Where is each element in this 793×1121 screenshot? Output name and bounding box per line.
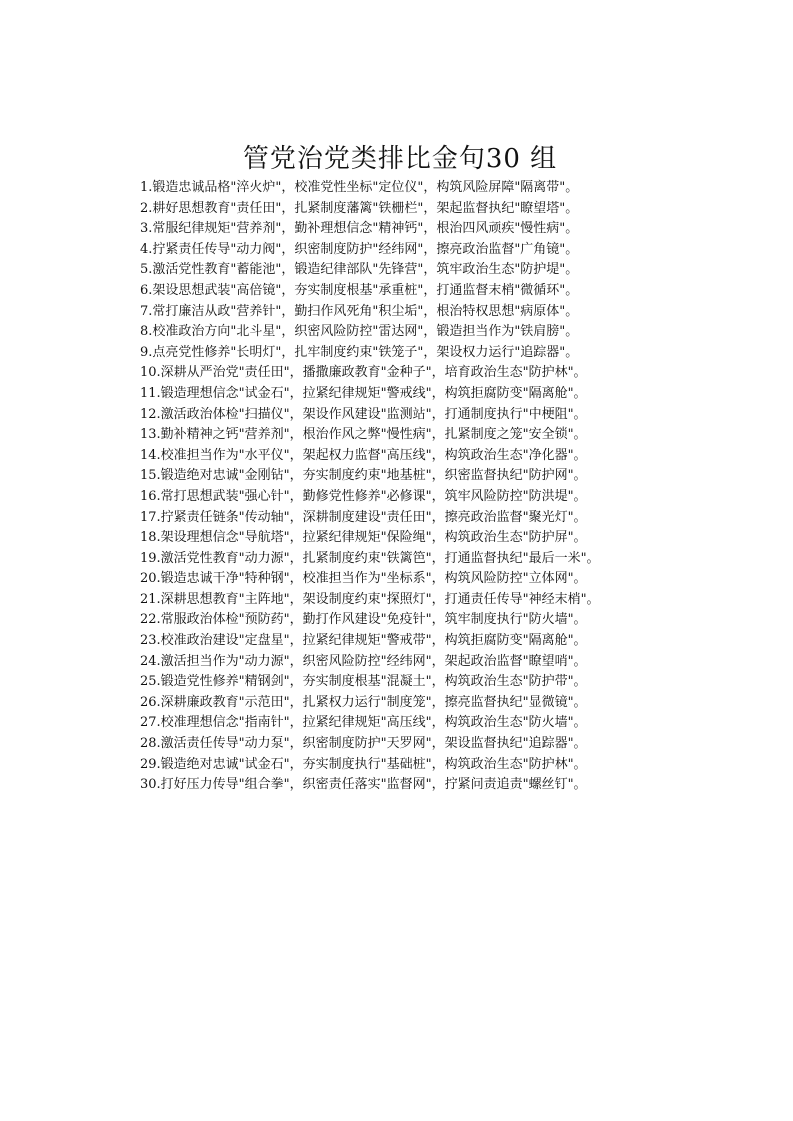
list-item: 19.激活党性教育"动力源"，扎紧制度约束"铁篱笆"，打通监督执纪"最后一米"。 [140,550,600,566]
list-item: 9.点亮党性修养"长明灯"，扎牢制度约束"铁笼子"，架设权力运行"追踪器"。 [140,344,579,360]
list-item: 23.校准政治建设"定盘星"，拉紧纪律规矩"警戒带"，构筑拒腐防变"隔离舱"。 [140,633,587,649]
list-item: 27.校准理想信念"指南针"，拉紧纪律规矩"高压线"，构筑政治生态"防火墙"。 [140,715,587,731]
list-item: 24.激活担当作为"动力源"，织密风险防控"经纬网"，架起政治监督"瞭望哨"。 [140,653,587,669]
list-item: 8.校准政治方向"北斗星"，织密风险防控"雷达网"，锻造担当作为"铁肩膀"。 [140,324,579,340]
list-item: 28.激活责任传导"动力泵"，织密制度防护"天罗网"，架设监督执纪"追踪器"。 [140,736,587,752]
list-item: 5.激活党性教育"蓄能池"，锻造纪律部队"先锋营"，筑牢政治生态"防护堤"。 [140,262,579,278]
sentence-list [106,178,696,796]
list-item: 29.锻造绝对忠诚"试金石"，夯实制度执行"基础桩"，构筑政治生态"防护林"。 [140,756,587,772]
list-item: 3.常服纪律规矩"营养剂"，勤补理想信念"精神钙"，根治四风顽疾"慢性病"。 [140,221,579,237]
list-item: 4.拧紧责任传导"动力阀"，织密制度防护"经纬网"，擦亮政治监督"广角镜"。 [140,241,579,257]
list-item: 2.耕好思想教育"责任田"，扎紧制度藩篱"铁栅栏"，架起监督执纪"瞭望塔"。 [140,200,579,216]
list-item: 25.锻造党性修养"精钢剑"，夯实制度根基"混凝土"，构筑政治生态"防护带"。 [140,674,587,690]
list-item: 20.锻造忠诚干净"特种钢"，校准担当作为"坐标系"，构筑风险防控"立体网"。 [140,571,587,587]
list-item: 26.深耕廉政教育"示范田"，扎紧权力运行"制度笼"，擦亮监督执纪"显微镜"。 [140,694,587,710]
list-item: 11.锻造理想信念"试金石"，拉紧纪律规矩"警戒线"，构筑拒腐防变"隔离舱"。 [140,385,587,401]
list-item: 22.常服政治体检"预防药"，勤打作风建设"免疫针"，筑牢制度执行"防火墙"。 [140,612,587,628]
list-item: 16.常打思想武装"强心针"，勤修党性修养"必修课"，筑牢风险防控"防洪堤"。 [140,488,587,504]
list-item: 6.架设思想武装"高倍镜"，夯实制度根基"承重桩"，打通监督末梢"微循环"。 [140,282,579,298]
list-item: 10.深耕从严治党"责任田"，播撒廉政教育"金种子"，培育政治生态"防护林"。 [140,365,587,381]
list-item: 17.拧紧责任链条"传动轴"，深耕制度建设"责任田"，擦亮政治监督"聚光灯"。 [140,509,587,525]
list-item: 1.锻造忠诚品格"淬火炉"，校准党性坐标"定位仪"，构筑风险屏障"隔离带"。 [140,180,579,195]
list-item: 18.架设理想信念"导航塔"，拉紧纪律规矩"保险绳"，构筑政治生态"防护屏"。 [140,530,587,546]
list-item: 7.常打廉洁从政"营养针"，勤扫作风死角"积尘垢"，根治特权思想"病原体"。 [140,303,579,319]
document-title: 管党治党类排比金句30 组 [242,144,558,174]
list-item: 13.勤补精神之钙"营养剂"，根治作风之弊"慢性病"，扎紧制度之笼"安全锁"。 [140,427,587,443]
list-item: 21.深耕思想教育"主阵地"，架设制度约束"探照灯"，打通责任传导"神经末梢"。 [140,591,600,607]
list-item: 30.打好压力传导"组合拳"，织密责任落实"监督网"，拧紧问责追责"螺丝钉"。 [140,777,587,793]
list-item: 14.校准担当作为"水平仪"，架起权力监督"高压线"，构筑政治生态"净化器"。 [140,447,587,463]
list-item: 15.锻造绝对忠诚"金刚钻"，夯实制度约束"地基桩"，织密监督执纪"防护网"。 [140,468,587,484]
list-item: 12.激活政治体检"扫描仪"，架设作风建设"监测站"，打通制度执行"中梗阻"。 [140,406,587,422]
